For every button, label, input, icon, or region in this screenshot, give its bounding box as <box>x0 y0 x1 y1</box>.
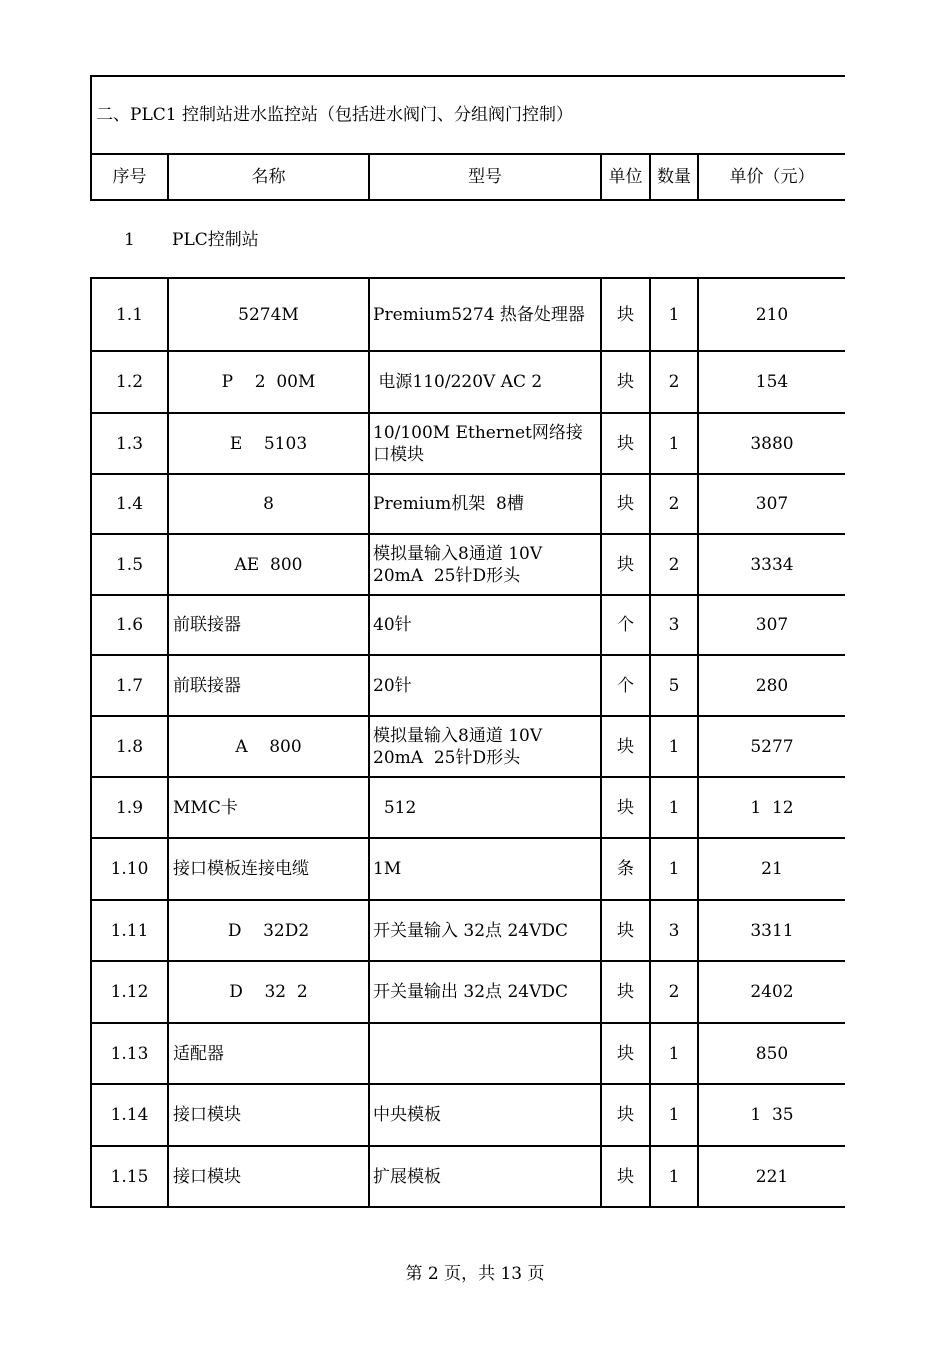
row-qty: 3 <box>650 900 698 961</box>
subsection-number: 1 <box>124 230 135 250</box>
row-price: 3334 <box>698 534 845 595</box>
row-unit: 块 <box>601 413 650 474</box>
row-name: 适配器 <box>168 1023 369 1084</box>
row-price: 21 <box>698 838 845 900</box>
row-name: 8 <box>168 474 369 534</box>
row-model <box>369 1023 601 1084</box>
page-footer: 第 2 页，共 13 页 <box>405 1264 545 1284</box>
row-unit: 块 <box>601 534 650 595</box>
table-row <box>91 961 845 1023</box>
header-model: 型号 <box>369 154 601 200</box>
row-model: 开关量输入 32点 24VDC <box>369 900 601 961</box>
header-table <box>90 75 845 201</box>
header-name: 名称 <box>168 154 369 200</box>
row-name: E 5103 <box>168 413 369 474</box>
row-price: 850 <box>698 1023 845 1084</box>
row-number: 1.13 <box>91 1023 168 1084</box>
table-row <box>91 595 845 655</box>
row-price: 3880 <box>698 413 845 474</box>
row-name: 5274M <box>168 278 369 351</box>
row-name: 前联接器 <box>168 595 369 655</box>
row-name: 接口模板连接电缆 <box>168 838 369 900</box>
table-row <box>91 655 845 716</box>
row-model: 模拟量输入8通道 10V 20mA 25针D形头 <box>369 534 601 595</box>
items-table <box>90 277 845 1208</box>
row-model: 开关量输出 32点 24VDC <box>369 961 601 1023</box>
row-qty: 2 <box>650 961 698 1023</box>
row-model: Premium机架 8槽 <box>369 474 601 534</box>
row-price: 1 12 <box>698 777 845 838</box>
row-unit: 块 <box>601 1023 650 1084</box>
row-unit: 块 <box>601 961 650 1023</box>
row-number: 1.11 <box>91 900 168 961</box>
row-qty: 2 <box>650 534 698 595</box>
row-number: 1.8 <box>91 716 168 777</box>
row-qty: 1 <box>650 777 698 838</box>
row-name: P 2 00M <box>168 351 369 413</box>
row-number: 1.12 <box>91 961 168 1023</box>
row-name: 接口模块 <box>168 1146 369 1207</box>
row-unit: 块 <box>601 474 650 534</box>
table-row <box>91 351 845 413</box>
row-price: 2402 <box>698 961 845 1023</box>
row-qty: 1 <box>650 278 698 351</box>
table-row <box>91 474 845 534</box>
subsection-label: PLC控制站 <box>172 230 259 250</box>
row-unit: 块 <box>601 1146 650 1207</box>
section-title: 二、PLC1 控制站进水监控站（包括进水阀门、分组阀门控制） <box>91 76 845 154</box>
table-row <box>91 1084 845 1146</box>
row-unit: 块 <box>601 900 650 961</box>
subsection-heading <box>124 228 259 252</box>
table-row <box>91 1146 845 1207</box>
row-number: 1.2 <box>91 351 168 413</box>
table-row <box>91 1023 845 1084</box>
row-qty: 3 <box>650 595 698 655</box>
row-price: 221 <box>698 1146 845 1207</box>
row-unit: 块 <box>601 716 650 777</box>
row-name: D 32D2 <box>168 900 369 961</box>
row-qty: 1 <box>650 413 698 474</box>
row-unit: 块 <box>601 777 650 838</box>
row-unit: 个 <box>601 655 650 716</box>
row-unit: 块 <box>601 278 650 351</box>
row-name: 前联接器 <box>168 655 369 716</box>
row-qty: 1 <box>650 1084 698 1146</box>
table-row <box>91 900 845 961</box>
column-header-row <box>91 154 845 200</box>
row-unit: 个 <box>601 595 650 655</box>
row-price: 154 <box>698 351 845 413</box>
table-row <box>91 413 845 474</box>
row-qty: 2 <box>650 351 698 413</box>
header-unit: 单位 <box>601 154 650 200</box>
row-number: 1.5 <box>91 534 168 595</box>
row-model: 电源110/220V AC 2 <box>369 351 601 413</box>
row-number: 1.14 <box>91 1084 168 1146</box>
row-qty: 2 <box>650 474 698 534</box>
row-number: 1.7 <box>91 655 168 716</box>
row-model: 1M <box>369 838 601 900</box>
row-name: AE 800 <box>168 534 369 595</box>
row-model: 模拟量输入8通道 10V 20mA 25针D形头 <box>369 716 601 777</box>
row-price: 1 35 <box>698 1084 845 1146</box>
row-model: 40针 <box>369 595 601 655</box>
row-model: 20针 <box>369 655 601 716</box>
row-name: D 32 2 <box>168 961 369 1023</box>
row-model: 10/100M Ethernet网络接口模块 <box>369 413 601 474</box>
row-name: 接口模块 <box>168 1084 369 1146</box>
row-qty: 1 <box>650 838 698 900</box>
row-model: Premium5274 热备处理器 <box>369 278 601 351</box>
table-row <box>91 534 845 595</box>
row-price: 307 <box>698 595 845 655</box>
row-qty: 1 <box>650 716 698 777</box>
row-price: 210 <box>698 278 845 351</box>
table-row <box>91 777 845 838</box>
row-number: 1.4 <box>91 474 168 534</box>
row-number: 1.1 <box>91 278 168 351</box>
row-qty: 1 <box>650 1023 698 1084</box>
row-number: 1.9 <box>91 777 168 838</box>
row-qty: 1 <box>650 1146 698 1207</box>
row-number: 1.15 <box>91 1146 168 1207</box>
table-row <box>91 838 845 900</box>
header-price: 单价（元） <box>698 154 845 200</box>
row-model: 扩展模板 <box>369 1146 601 1207</box>
row-model: 512 <box>369 777 601 838</box>
row-number: 1.6 <box>91 595 168 655</box>
row-number: 1.3 <box>91 413 168 474</box>
row-name: A 800 <box>168 716 369 777</box>
row-unit: 条 <box>601 838 650 900</box>
header-no: 序号 <box>91 154 168 200</box>
row-number: 1.10 <box>91 838 168 900</box>
table-row <box>91 716 845 777</box>
row-name: MMC卡 <box>168 777 369 838</box>
row-qty: 5 <box>650 655 698 716</box>
row-unit: 块 <box>601 351 650 413</box>
table-row <box>91 278 845 351</box>
row-price: 280 <box>698 655 845 716</box>
row-price: 3311 <box>698 900 845 961</box>
header-qty: 数量 <box>650 154 698 200</box>
row-unit: 块 <box>601 1084 650 1146</box>
row-price: 5277 <box>698 716 845 777</box>
row-price: 307 <box>698 474 845 534</box>
row-model: 中央模板 <box>369 1084 601 1146</box>
